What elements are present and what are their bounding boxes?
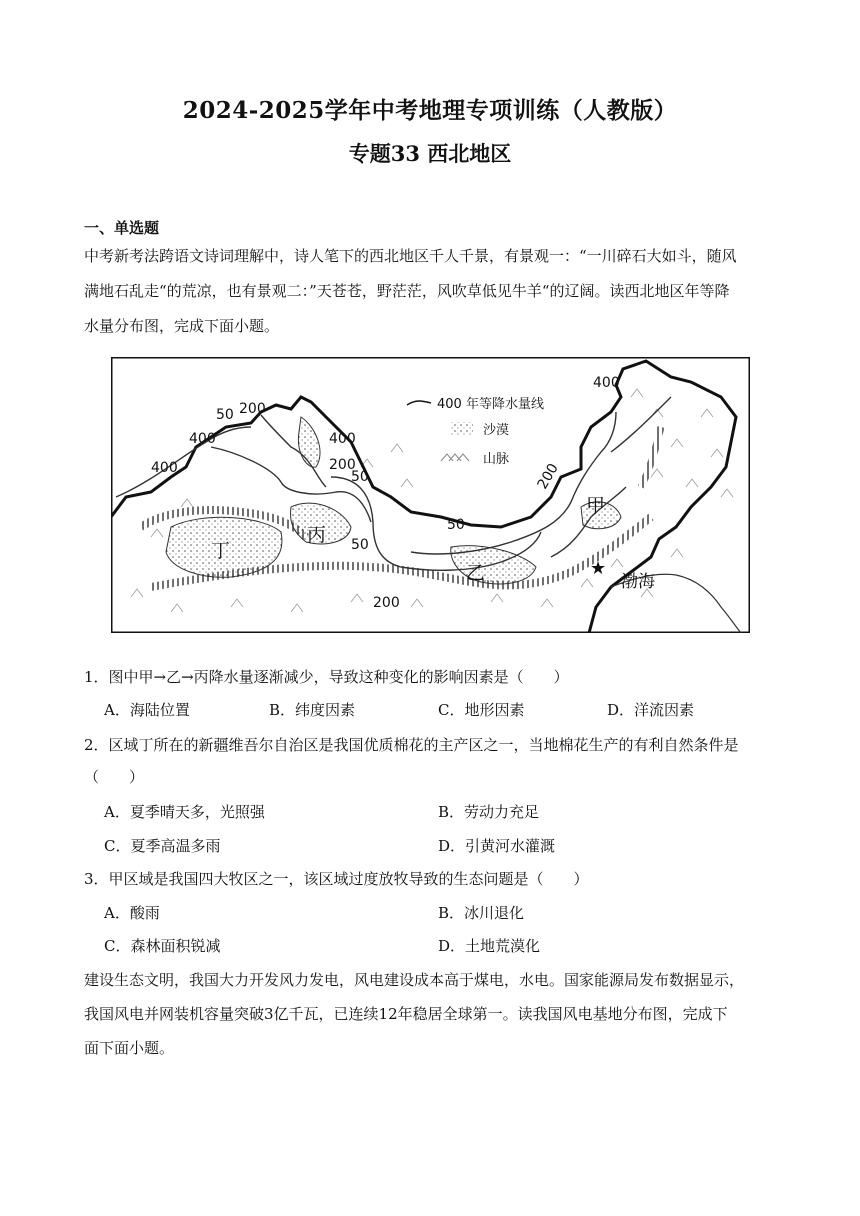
region-yi-label: 乙 <box>466 562 486 584</box>
sea-label-bohai: 渤海 <box>621 572 655 592</box>
isoline-label: 200 <box>329 457 356 473</box>
intro1-line2: 满地石乱走“的荒凉，也有景观二：”天苍苍，野茫茫，风吹草低见牛羊“的辽阔。读西北地区年等降 <box>84 282 730 300</box>
q1-option-a[interactable]: A．海陆位置 <box>104 701 190 719</box>
q3-option-b[interactable]: B．冰川退化 <box>438 904 525 922</box>
q2-stem-line2: （ ） <box>84 768 145 786</box>
isoline-label: 50 <box>447 517 465 533</box>
region-ding-label: 丁 <box>211 540 231 562</box>
page-subtitle: 专题33 西北地区 <box>348 141 512 166</box>
isoline-label: 50 <box>216 407 234 423</box>
q1-option-d[interactable]: D．洋流因素 <box>607 701 695 719</box>
isoline-label: 400 <box>329 431 356 447</box>
legend-desert-swatch <box>451 422 473 436</box>
isoline-label: 50 <box>351 537 369 553</box>
q2-option-c[interactable]: C．夏季高温多雨 <box>104 837 221 855</box>
legend-mountain-label: 山脉 <box>483 452 510 467</box>
legend-isoline-label: 400 年等降水量线 <box>437 397 544 412</box>
page-title: 2024-2025学年中考地理专项训练（人教版） <box>182 97 678 124</box>
q3-option-d[interactable]: D．土地荒漠化 <box>438 937 541 955</box>
section-heading: 一、单选题 <box>84 219 160 237</box>
isoline-label: 400 <box>151 460 178 476</box>
isoline-label: 200 <box>373 595 400 611</box>
isoline-label: 400 <box>189 431 216 447</box>
q2-option-b[interactable]: B．劳动力充足 <box>438 803 540 821</box>
q2-stem-line1: 2．区域丁所在的新疆维吾尔自治区是我国优质棉花的主产区之一，当地棉花生产的有利自然条件是 <box>84 736 739 754</box>
precipitation-map <box>111 357 750 633</box>
intro1-line3: 水量分布图，完成下面小题。 <box>84 317 280 335</box>
isoline-label: 200 <box>239 401 266 417</box>
intro1-line1: 中考新考法跨语文诗词理解中，诗人笔下的西北地区千人千景，有景观一：“一川碎石大如斗，随风 <box>84 247 737 265</box>
beijing-star-marker: ★ <box>590 558 607 579</box>
region-bing-label: 丙 <box>307 524 327 546</box>
q1-option-b[interactable]: B．纬度因素 <box>269 701 356 719</box>
isoline-label: 50 <box>351 469 369 485</box>
intro2-line2: 我国风电并网装机容量突破3亿千瓦，已连续12年稳居全球第一。读我国风电基地分布图，完成下 <box>84 1005 728 1023</box>
q1-option-c[interactable]: C．地形因素 <box>438 701 525 719</box>
intro2-line3: 面下面小题。 <box>84 1039 175 1057</box>
q1-stem: 1．图中甲→乙→丙降水量逐渐减少，导致这种变化的影响因素是（ ） <box>84 668 569 686</box>
intro2-line1: 建设生态文明，我国大力开发风力发电，风电建设成本高于煤电，水电。国家能源局发布数据显示， <box>84 971 745 989</box>
q3-option-c[interactable]: C．森林面积锐减 <box>104 937 221 955</box>
isoline-label: 400 <box>593 375 620 391</box>
isoline-label: 200 <box>534 460 562 492</box>
q3-stem: 3．甲区域是我国四大牧区之一，该区域过度放牧导致的生态问题是（ ） <box>84 870 589 888</box>
legend-desert-label: 沙漠 <box>483 423 510 438</box>
region-jia-label: 甲 <box>586 495 606 517</box>
q2-option-d[interactable]: D．引黄河水灌溉 <box>438 837 556 855</box>
q3-option-a[interactable]: A．酸雨 <box>104 904 160 922</box>
q2-option-a[interactable]: A．夏季晴天多，光照强 <box>104 803 265 821</box>
